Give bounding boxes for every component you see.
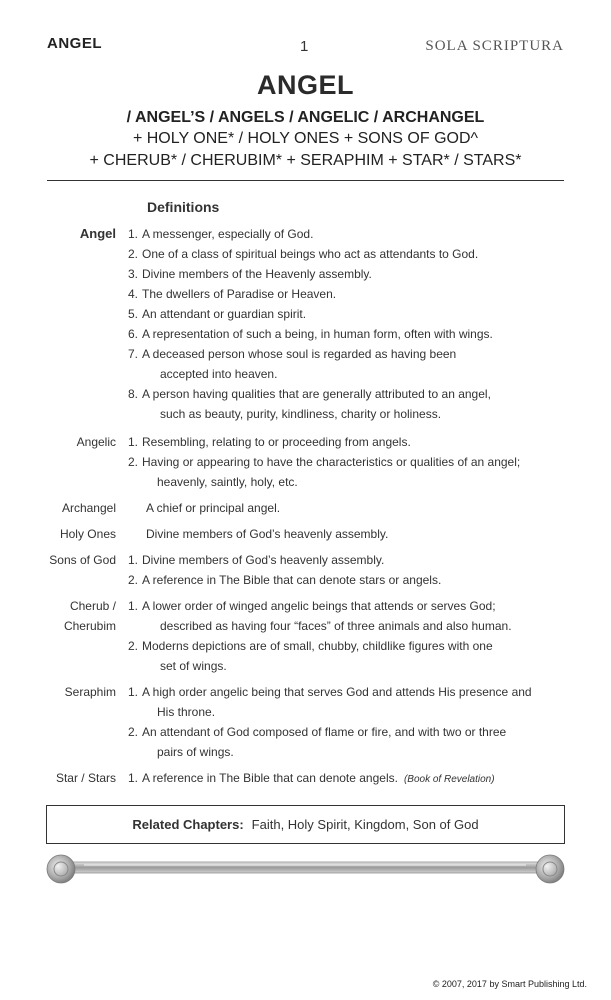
entry-term-line: Cherub / — [69, 599, 116, 613]
definition-text: Divine members of the Heavenly assembly. — [142, 267, 372, 281]
entry-term-line: Cherubim — [63, 619, 116, 633]
definition-number: 1. — [127, 435, 138, 449]
definition-item — [120, 304, 560, 324]
definition-line: An attendant of God composed of flame or fire, and with two or three — [142, 725, 507, 739]
definition-text: Resembling, relating to or proceeding from angels. — [142, 435, 411, 449]
entry-definitions — [120, 682, 560, 762]
definition-text — [142, 636, 560, 676]
definition-continuation: accepted into heaven. — [160, 367, 278, 381]
definition-item — [120, 722, 560, 762]
entry-angelic — [0, 432, 611, 492]
definitions-list — [0, 224, 611, 790]
definition-line: Moderns depictions are of small, chubby, childlike figures with one — [142, 639, 493, 653]
definition-item — [120, 452, 560, 492]
entry-definitions — [120, 224, 560, 424]
related-chapters-list: Faith, Holy Spirit, Kingdom, Son of God — [251, 817, 479, 832]
subtitle-line-1: / ANGEL’S / ANGELS / ANGELIC / ARCHANGEL — [126, 109, 485, 126]
definition-number: 2. — [127, 639, 138, 653]
definition-item — [120, 244, 560, 264]
definitions-heading: Definitions — [147, 199, 220, 215]
definition-item — [120, 636, 560, 676]
definition-line: A high order angelic being that serves God and attends His presence and — [142, 685, 532, 699]
entry-definitions — [120, 498, 560, 518]
definition-text — [142, 344, 560, 384]
definition-line: A lower order of winged angelic beings that attends or serves God; — [142, 599, 496, 613]
page-number: 1 — [300, 38, 309, 55]
definition-text — [142, 384, 560, 424]
copyright-notice: © 2007, 2017 by Smart Publishing Ltd. — [432, 979, 587, 989]
definition-continuation: such as beauty, purity, kindliness, charity or holiness. — [160, 407, 442, 421]
definition-number: 2. — [127, 247, 138, 261]
entry-term: Star / Stars — [55, 771, 116, 785]
scroll-divider-graphic — [46, 854, 565, 884]
definition-text: A reference in The Bible that can denote stars or angels. — [142, 573, 442, 587]
definition-number: 7. — [127, 347, 138, 361]
definition-item — [120, 324, 560, 344]
definition-number: 8. — [127, 387, 138, 401]
entry-term — [0, 596, 120, 676]
definition-number: 1. — [127, 685, 138, 699]
definition-number: 4. — [127, 287, 138, 301]
running-head-left: ANGEL — [47, 35, 102, 52]
definition-number: 5. — [127, 307, 138, 321]
entry-angel — [0, 224, 611, 424]
entry-star — [0, 768, 611, 790]
definition-continuation: set of wings. — [160, 659, 227, 673]
definition-item — [120, 344, 560, 384]
definition-item — [120, 384, 560, 424]
definition-line: Having or appearing to have the characteristics or qualities of an angel; — [142, 455, 521, 469]
entry-term: Seraphim — [64, 685, 116, 699]
related-chapters-label: Related Chapters: — [132, 817, 244, 832]
entry-term: Sons of God — [49, 553, 116, 567]
definition-text — [142, 722, 560, 762]
title-divider — [47, 180, 564, 181]
page-title: ANGEL — [257, 70, 354, 100]
definition-text — [142, 596, 560, 636]
definition-text: An attendant or guardian spirit. — [142, 307, 307, 321]
entry-archangel — [0, 498, 611, 518]
definition-item — [120, 550, 560, 570]
definition-text: Divine members of God’s heavenly assembly. — [142, 553, 385, 567]
definition-number: 2. — [127, 455, 138, 469]
definition-item — [120, 768, 560, 790]
definition-item — [120, 224, 560, 244]
entry-seraphim — [0, 682, 611, 762]
entry-holy-ones — [0, 524, 611, 544]
entry-sons-of-god — [0, 550, 611, 590]
definition-line: A person having qualities that are generally attributed to an angel, — [142, 387, 491, 401]
definition-text: Divine members of God’s heavenly assembly. — [146, 527, 389, 541]
entry-definitions — [120, 596, 560, 676]
definition-text: A messenger, especially of God. — [142, 227, 314, 241]
subtitle-line-3: + CHERUB* / CHERUBIM* + SERAPHIM + STAR* / STARS* — [89, 152, 522, 169]
definition-text: One of a class of spiritual beings who act as attendants to God. — [142, 247, 479, 261]
entry-cherub — [0, 596, 611, 676]
entry-term: Holy Ones — [59, 527, 116, 541]
related-chapters-box — [46, 805, 565, 844]
definition-continuation: described as having four “faces” of three animals and also human. — [160, 619, 512, 633]
definition-continuation: heavenly, saintly, holy, etc. — [157, 475, 298, 489]
definition-item — [120, 284, 560, 304]
definition-item — [120, 570, 560, 590]
entry-term: Archangel — [61, 501, 116, 515]
entry-definitions — [120, 432, 560, 492]
definition-number: 1. — [127, 599, 138, 613]
definition-number: 3. — [127, 267, 138, 281]
definition-text — [142, 452, 560, 492]
definition-number: 1. — [127, 553, 138, 567]
entry-definitions — [120, 550, 560, 590]
entry-definitions — [120, 768, 560, 790]
definition-line: A reference in The Bible that can denote angels. — [142, 771, 398, 785]
definition-text: A chief or principal angel. — [146, 501, 281, 515]
definition-text: The dwellers of Paradise or Heaven. — [142, 287, 337, 301]
definition-number: 2. — [127, 725, 138, 739]
definition-item — [120, 682, 560, 722]
entry-term: Angelic — [76, 435, 116, 449]
entry-term: Angel — [79, 226, 116, 241]
definition-continuation: pairs of wings. — [157, 745, 234, 759]
entry-definitions — [120, 524, 560, 544]
definition-text: A representation of such a being, in human form, often with wings. — [142, 327, 493, 341]
definition-text — [142, 682, 560, 722]
definition-number: 6. — [127, 327, 138, 341]
definition-text — [142, 768, 560, 790]
definition-number: 2. — [127, 573, 138, 587]
subtitle-line-2: + HOLY ONE* / HOLY ONES + SONS OF GOD^ — [132, 130, 479, 147]
definition-item — [120, 264, 560, 284]
definition-note: (Book of Revelation) — [403, 774, 495, 785]
definition-item — [120, 432, 560, 452]
definition-number: 1. — [127, 771, 138, 785]
running-head-right: SOLA SCRIPTURA — [425, 38, 564, 54]
definition-line: A deceased person whose soul is regarded as having been — [142, 347, 457, 361]
definition-number: 1. — [127, 227, 138, 241]
definition-continuation: His throne. — [157, 705, 216, 719]
definition-item — [120, 596, 560, 636]
